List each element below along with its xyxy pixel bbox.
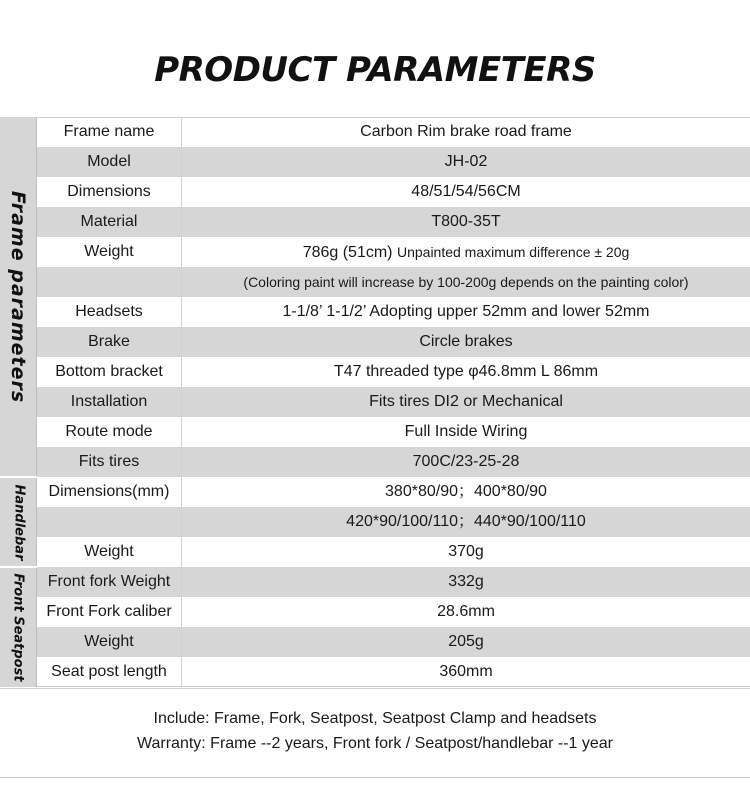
footer-notes — [0, 688, 750, 778]
row-label: Brake — [37, 327, 182, 357]
row-value: 48/51/54/56CM — [411, 183, 521, 200]
row-value: 420*90/100/110；440*90/100/110 — [346, 513, 586, 530]
table-row — [37, 477, 750, 507]
row-value: Carbon Rim brake road frame — [360, 123, 572, 140]
table-row — [37, 627, 750, 657]
weight-note: Unpainted maximum difference ± 20g — [396, 244, 630, 260]
row-label: Weight — [37, 627, 182, 657]
table-row — [37, 177, 750, 207]
table-row — [37, 267, 750, 297]
table-row — [37, 207, 750, 237]
row-value: T800-35T — [431, 213, 501, 230]
table-row — [37, 387, 750, 417]
table-row — [37, 597, 750, 627]
row-label: Front Fork caliber — [37, 597, 182, 627]
table-row — [37, 537, 750, 567]
row-label: Bottom bracket — [37, 357, 182, 387]
row-value: Circle brakes — [419, 333, 513, 350]
row-value: T47 threaded type φ46.8mm L 86mm — [333, 363, 599, 380]
section-handlebar-label: Handlebar — [11, 484, 27, 560]
section-front-seatpost-label: Front Seatpost — [11, 572, 26, 682]
warranty-text: Warranty: Frame --2 years, Front fork / Seatpost/handlebar --1 year — [136, 735, 614, 752]
row-label: Material — [37, 207, 182, 237]
table-row — [37, 357, 750, 387]
page-title: PRODUCT PARAMETERS — [154, 50, 596, 90]
row-value: 360mm — [439, 663, 493, 680]
row-value: (Coloring paint will increase by 100-200g depends on the painting color) — [243, 274, 689, 290]
row-value: 370g — [448, 543, 484, 560]
row-label: Fits tires — [37, 447, 182, 477]
row-label: Installation — [37, 387, 182, 417]
row-label: Headsets — [37, 297, 182, 327]
table-row — [37, 567, 750, 597]
row-label — [37, 267, 182, 297]
table-row — [37, 237, 750, 267]
row-label: Frame name — [37, 117, 182, 147]
row-label: Route mode — [37, 417, 182, 447]
section-front-seatpost — [0, 567, 37, 687]
weight-value: 786g (51cm) — [302, 244, 393, 261]
row-value: 28.6mm — [437, 603, 495, 620]
table-row — [37, 297, 750, 327]
row-value: JH-02 — [444, 153, 488, 170]
row-label: Weight — [37, 237, 182, 267]
row-label: Seat post length — [37, 657, 182, 687]
row-value: 700C/23-25-28 — [412, 453, 520, 470]
row-value: 332g — [448, 573, 484, 590]
row-label — [37, 507, 182, 537]
row-label: Model — [37, 147, 182, 177]
table-row — [37, 147, 750, 177]
row-label: Dimensions(mm) — [37, 477, 182, 507]
row-label: Dimensions — [37, 177, 182, 207]
row-value: 380*80/90；400*80/90 — [385, 483, 547, 500]
row-value: 205g — [448, 633, 484, 650]
row-value: Full Inside Wiring — [404, 423, 528, 440]
row-value: Fits tires DI2 or Mechanical — [369, 393, 563, 410]
table-row — [37, 327, 750, 357]
table-row — [37, 507, 750, 537]
section-frame-label: Frame parameters — [7, 190, 30, 404]
section-handlebar — [0, 477, 37, 567]
table-row — [37, 417, 750, 447]
row-value: 1-1/8’ 1-1/2’ Adopting upper 52mm and lower 52mm — [282, 303, 650, 320]
parameters-table — [0, 117, 750, 687]
row-value — [182, 237, 750, 267]
table-row — [37, 117, 750, 147]
include-text: Include: Frame, Fork, Seatpost, Seatpost Clamp and headsets — [153, 710, 597, 727]
table-row — [37, 657, 750, 687]
section-frame — [0, 117, 37, 477]
table-row — [37, 447, 750, 477]
row-label: Weight — [37, 537, 182, 567]
row-label: Front fork Weight — [37, 567, 182, 597]
